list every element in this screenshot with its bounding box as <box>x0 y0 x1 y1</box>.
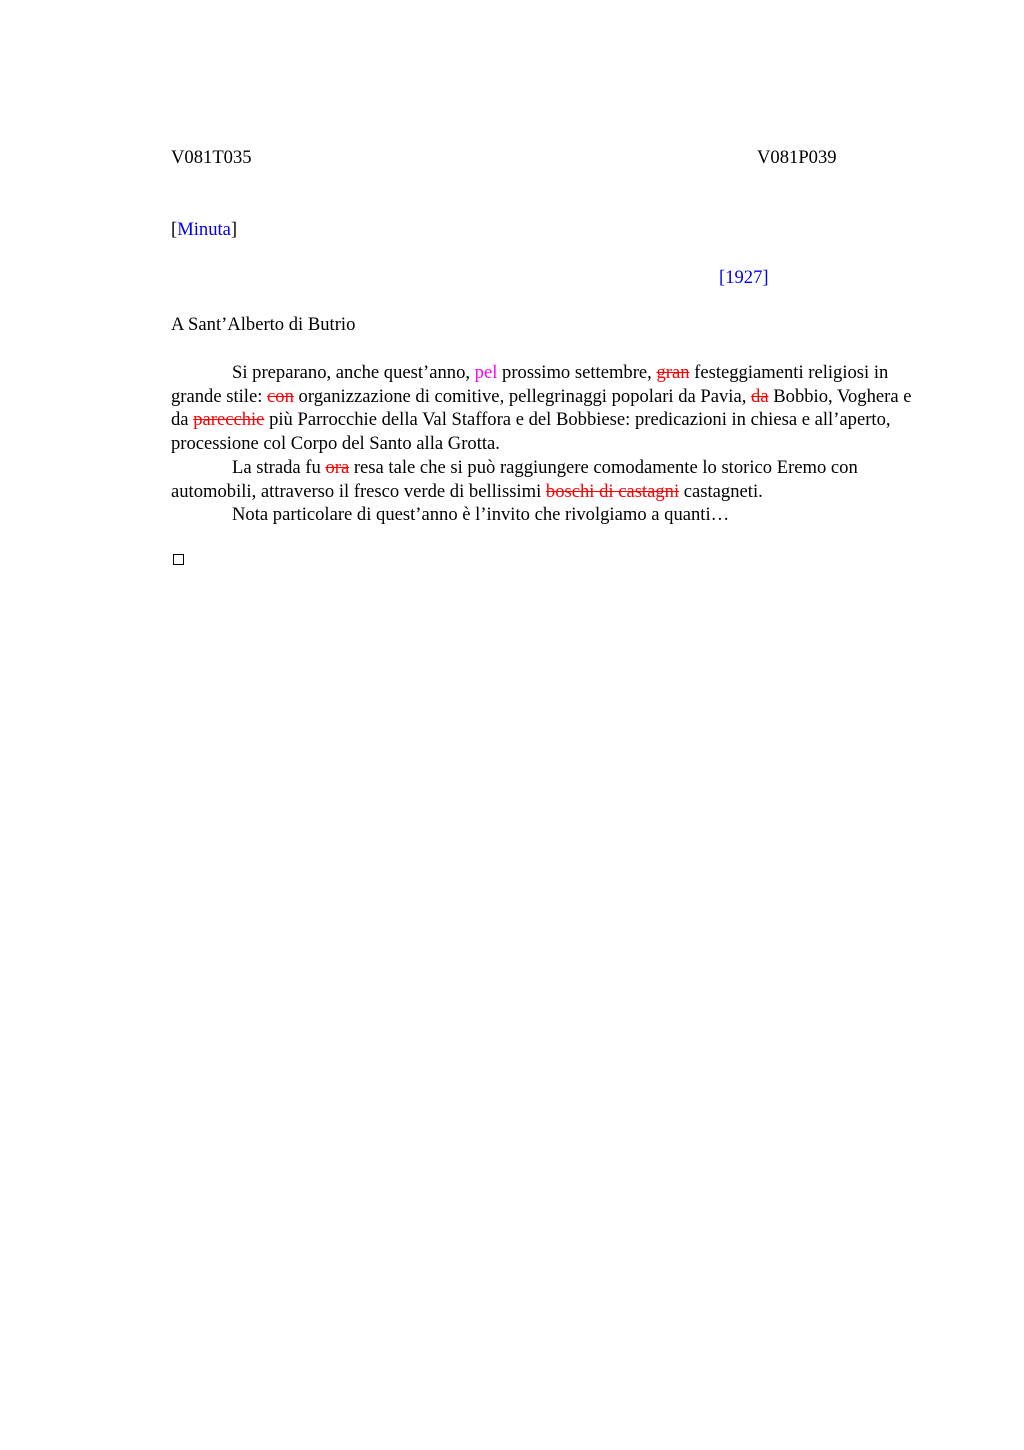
draft-label-close-bracket: ] <box>230 219 238 240</box>
draft-label <box>171 218 237 242</box>
inserted-word: pel <box>474 362 498 383</box>
document-page <box>171 0 929 1450</box>
draft-label-open-bracket: [ <box>171 219 178 240</box>
document-body <box>171 361 931 527</box>
deleted-word: parecchie <box>193 409 265 431</box>
text-run: prossimo settembre, <box>497 362 657 383</box>
deleted-word: boschi di castagni <box>545 480 680 502</box>
text-run: resa tale che si può raggiungere comodamente lo storico Eremo con automobili, attraverso il fresco verde di bellissimi <box>171 456 858 502</box>
deleted-word: gran <box>656 362 690 383</box>
text-run: Si preparano, anche quest’anno, <box>232 362 475 383</box>
text-run: Bobbio, Voghera e da <box>171 385 912 431</box>
text-run: La strada fu <box>232 456 326 478</box>
deleted-word: da <box>751 385 769 407</box>
paragraph-3 <box>171 503 931 527</box>
text-run: festeggiamenti religiosi in grande stile: <box>171 362 889 407</box>
text-run: organizzazione di comitive, pellegrinaggi popolari da Pavia, <box>293 385 752 407</box>
draft-label-text: Minuta <box>177 219 231 240</box>
text-run: Nota particolare di quest’anno è l’invito che rivolgiamo a quanti… <box>232 504 730 526</box>
text-run: più Parrocchie della Val Staffora e del Bobbiese: predicazioni in chiesa e all’aperto, processione col Corpo del Santo alla Grotta. <box>171 409 891 455</box>
paragraph-2 <box>171 456 931 503</box>
document-id-right: V081P039 <box>757 147 837 168</box>
document-date: [1927] <box>719 267 769 288</box>
deleted-word: ora <box>325 456 350 478</box>
deleted-word: con <box>267 385 294 407</box>
text-run: castagneti. <box>679 480 763 502</box>
empty-square-icon <box>173 554 184 565</box>
document-id-left: V081T035 <box>171 147 252 168</box>
paragraph-1 <box>171 361 931 456</box>
document-heading: A Sant’Alberto di Butrio <box>171 314 356 335</box>
